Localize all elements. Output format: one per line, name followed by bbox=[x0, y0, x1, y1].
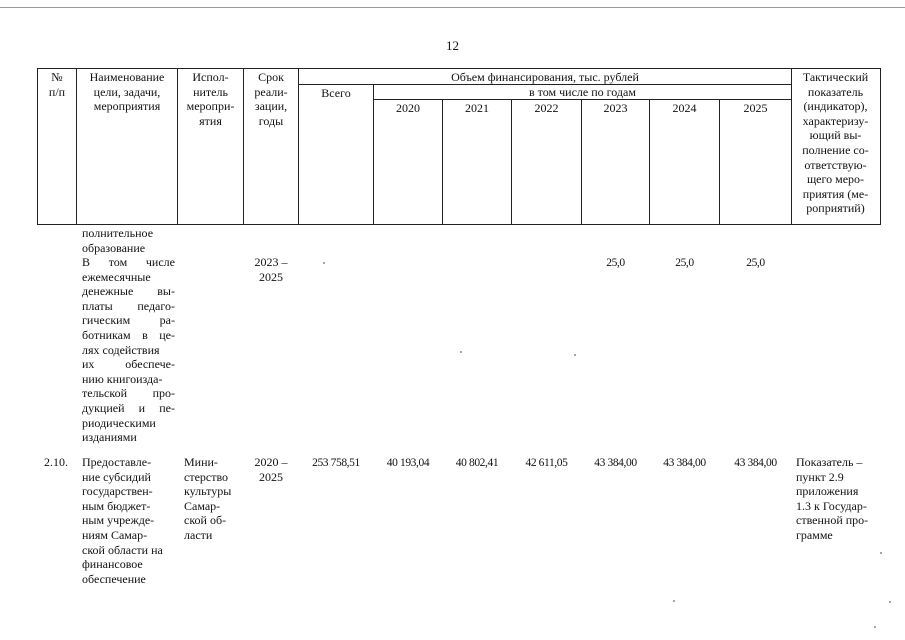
scan-speck bbox=[460, 351, 462, 353]
header-year-2023: 2023 bbox=[603, 101, 628, 115]
grid-line bbox=[442, 99, 443, 224]
header-year-2024: 2024 bbox=[672, 101, 697, 115]
row-210-value-2023: 43 384,00 bbox=[594, 457, 637, 469]
row-sub-name: В том числе ежемесячные денежные вы- платы педаго- гическим ра- ботникам в це- лях содействия их обеспече- нию книгоизда- тельской про- дукцией и пе- риодическими изданиями bbox=[82, 255, 175, 445]
row-210-executor: Мини- стерство культуры Самар- ской об- ласти bbox=[184, 455, 232, 542]
row-210-value-2025: 43 384,00 bbox=[734, 457, 777, 469]
scan-speck bbox=[874, 626, 876, 628]
row-210-number: 2.10. bbox=[44, 455, 68, 469]
header-col-indicator: Тактический показатель (индикатор), характеризу- ющий вы- полнение со- ответствую- щего меро- приятия (ме- роприятий) bbox=[802, 70, 869, 216]
header-col-term: Срок реали- зации, годы bbox=[254, 70, 288, 128]
header-col-num: № п/п bbox=[48, 70, 66, 99]
grid-line bbox=[373, 99, 791, 100]
row-sub-value-2024: 25,0 bbox=[675, 257, 694, 269]
scan-top-edge bbox=[0, 7, 905, 8]
row-sub-value-2025: 25,0 bbox=[746, 257, 765, 269]
row-210-indicator: Показатель – пункт 2.9 приложения 1.3 к Государ- ственной про- грамме bbox=[796, 455, 869, 542]
scan-speck bbox=[323, 262, 325, 264]
row-210-value-2022: 42 611,05 bbox=[525, 457, 568, 469]
scan-speck bbox=[880, 552, 882, 554]
row-continuation-name: полнительное образование bbox=[82, 226, 154, 255]
row-210-value-2021: 40 802,41 bbox=[455, 457, 499, 469]
scan-speck bbox=[574, 354, 576, 356]
header-total: Всего bbox=[321, 86, 351, 100]
header-funding-title: Объем финансирования, тыс. рублей bbox=[451, 70, 639, 84]
row-210-term: 2020 – 2025 bbox=[254, 455, 288, 484]
scan-speck bbox=[889, 601, 891, 603]
row-210-value-2020: 40 193,04 bbox=[386, 457, 430, 469]
header-year-2025: 2025 bbox=[743, 101, 768, 115]
row-210-total: 253 758,51 bbox=[312, 457, 360, 469]
scan-speck bbox=[673, 600, 675, 602]
grid-line bbox=[581, 99, 582, 224]
row-210-value-2024: 43 384,00 bbox=[663, 457, 706, 469]
header-col-executor: Испол- нитель меропри- ятия bbox=[186, 70, 235, 128]
grid-line bbox=[719, 99, 720, 224]
row-sub-value-2023: 25,0 bbox=[606, 257, 625, 269]
grid-line bbox=[649, 99, 650, 224]
header-year-2021: 2021 bbox=[465, 101, 489, 115]
grid-line bbox=[511, 99, 512, 224]
row-210-name: Предоставле- ние субсидий государствен- ным бюджет- ным учрежде- ниям Самар- ской области на финансовое обеспечение bbox=[82, 455, 163, 586]
page-number: 12 bbox=[446, 38, 459, 53]
header-col-name: Наименование цели, задачи, мероприятия bbox=[89, 70, 165, 114]
header-year-2020: 2020 bbox=[396, 101, 420, 115]
header-by-years: в том числе по годам bbox=[529, 85, 636, 99]
row-sub-term: 2023 – 2025 bbox=[254, 255, 288, 284]
header-year-2022: 2022 bbox=[534, 101, 559, 115]
